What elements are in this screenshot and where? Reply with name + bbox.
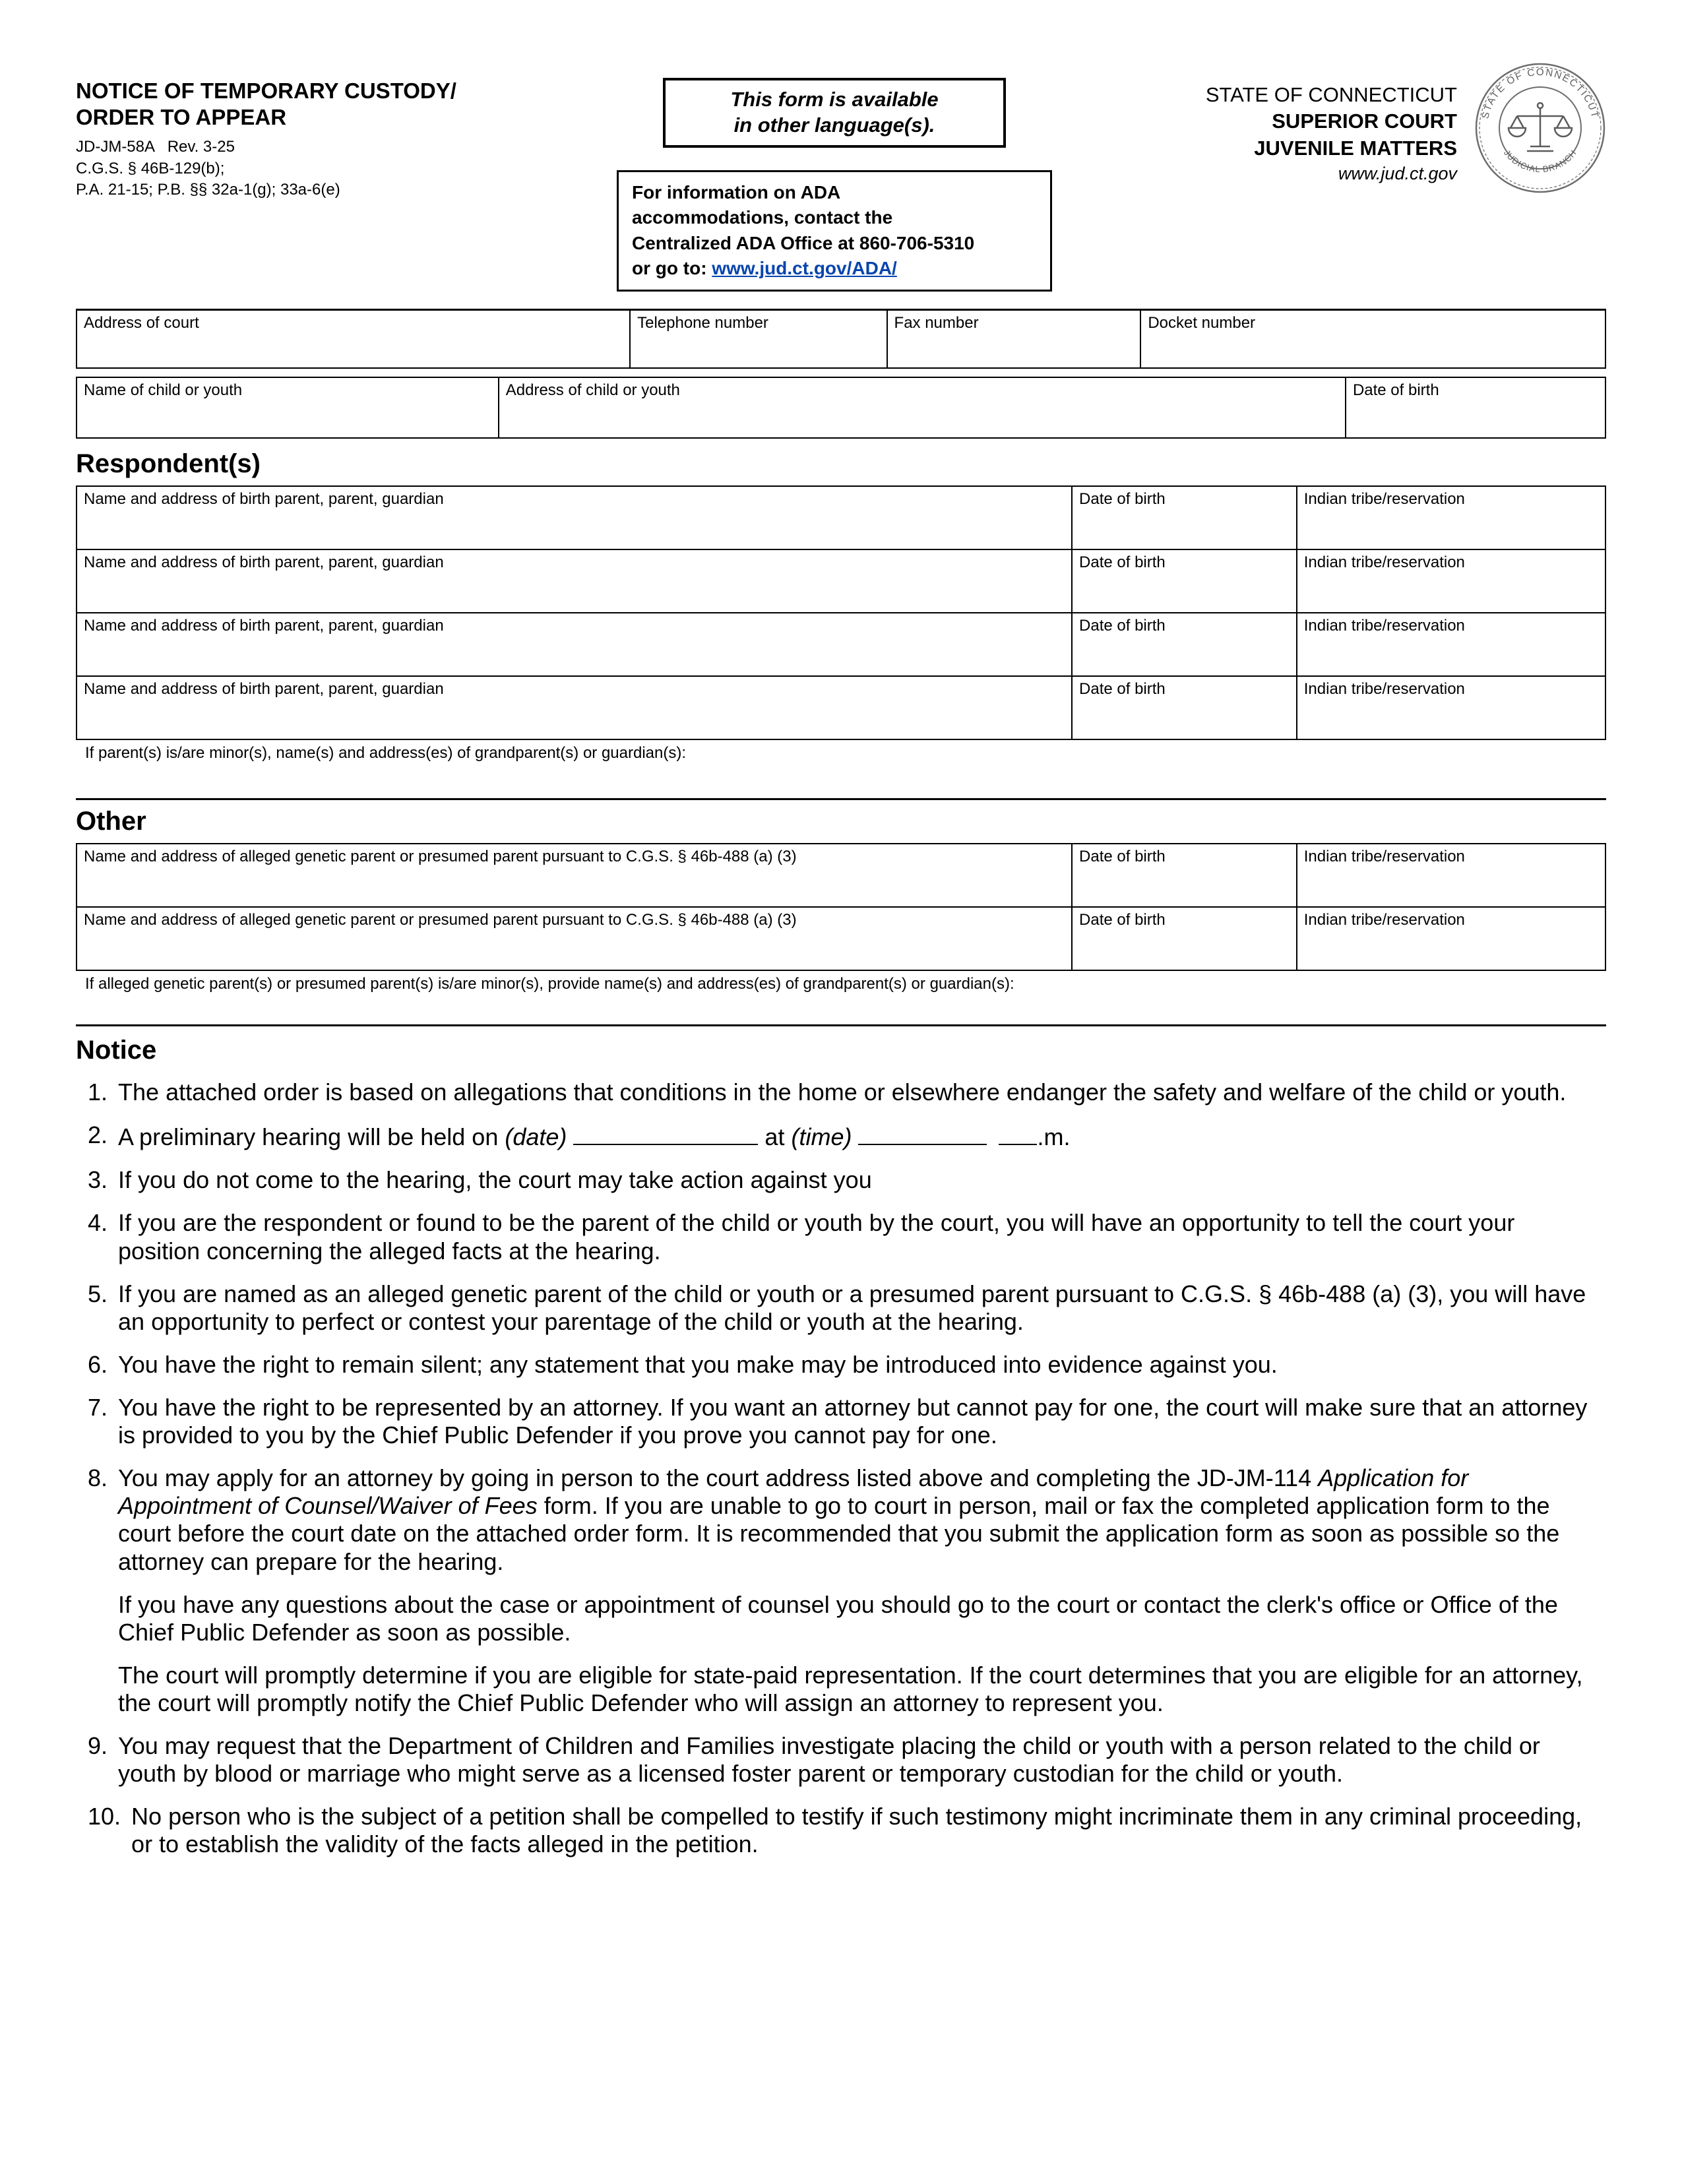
respondent-name-address-label: Name and address of birth parent, parent, guardian — [84, 489, 444, 508]
form-header — [76, 66, 1606, 292]
respondent-name-address-label: Name and address of birth parent, parent, guardian — [84, 679, 444, 698]
court-info-row — [77, 310, 1605, 368]
ada-line2: accommodations, contact the — [632, 207, 893, 228]
address-of-court-cell[interactable] — [77, 310, 630, 368]
notice-item-text: If you do not come to the hearing, the court may take action against you — [118, 1166, 872, 1194]
child-info-row — [77, 377, 1605, 438]
respondents-table — [76, 485, 1606, 740]
respondent-row — [77, 486, 1605, 549]
seal-graphic — [1474, 62, 1606, 194]
alleged-parent-row — [77, 907, 1605, 970]
notice-item-text: You may request that the Department of Children and Families investigate placing the child or youth with a person related to the child or youth by blood or marriage who might serve as a licensed foster parent or temporary custodian for the child or youth. — [118, 1732, 1540, 1788]
date-placeholder-label: (date) — [505, 1123, 567, 1151]
notice-item-number: 8. — [88, 1464, 108, 1492]
alleged-parent-dob-cell[interactable] — [1072, 907, 1297, 970]
notice-item-number: 3. — [88, 1166, 108, 1194]
respondent-name-address-cell[interactable] — [77, 486, 1072, 549]
respondent-tribe-cell[interactable] — [1297, 613, 1605, 676]
respondent-dob-label: Date of birth — [1079, 616, 1166, 635]
ada-line4 — [632, 256, 1037, 282]
notice-item-10 — [88, 1803, 1602, 1858]
respondent-row — [77, 613, 1605, 676]
alleged-parent-dob-label: Date of birth — [1079, 911, 1166, 929]
notice-item-number: 7. — [88, 1393, 108, 1421]
alleged-parent-name-address-cell[interactable] — [77, 844, 1072, 907]
language-box-line1: This form is available — [730, 88, 939, 111]
seal-top-text: STATE OF CONNECTICUT — [1480, 66, 1601, 120]
connecticut-judicial-seal — [1474, 62, 1606, 197]
court-name: SUPERIOR COURT — [1272, 109, 1457, 133]
header-center-column — [610, 78, 1059, 292]
alleged-parent-tribe-label: Indian tribe/reservation — [1303, 848, 1465, 866]
respondents-minor-note-label: If parent(s) is/are minor(s), name(s) and address(es) of grandparent(s) or guardian(s): — [85, 743, 687, 762]
notice-item-3 — [88, 1166, 1602, 1194]
respondent-tribe-cell[interactable] — [1297, 486, 1605, 549]
notice-item-2 — [88, 1121, 1602, 1151]
hearing-date-blank[interactable] — [573, 1121, 758, 1145]
notice-item-number: 1. — [88, 1078, 108, 1106]
other-heading: Other — [76, 807, 146, 836]
ada-link-prefix: or go to: — [632, 258, 712, 279]
court-info-table — [76, 309, 1606, 369]
notice-item-text — [118, 1464, 1602, 1717]
statute-reference-1: C.G.S. § 46B-129(b); — [76, 159, 225, 177]
alleged-parent-name-address-label: Name and address of alleged genetic parent or presumed parent pursuant to C.G.S. § 46b-488 (a) (3) — [84, 911, 797, 929]
respondent-dob-cell[interactable] — [1072, 549, 1297, 613]
notice-item-text: If you are named as an alleged genetic parent of the child or youth or a presumed parent pursuant to C.G.S. § 46b-488 (a) (3), you will have an opportunity to perfect or contest your parentage of the child or youth at the hearing. — [118, 1280, 1586, 1335]
ada-line1: For information on ADA — [632, 181, 841, 203]
notice-item-text: If you are the respondent or found to be the parent of the child or youth by the court, you will have an opportunity to tell the court your position concerning the alleged facts at the hearing. — [118, 1209, 1515, 1264]
respondent-tribe-label: Indian tribe/reservation — [1303, 553, 1465, 571]
division-name: JUVENILE MATTERS — [1254, 136, 1457, 160]
form-number: JD-JM-58A Rev. 3-25 — [76, 138, 235, 156]
address-of-court-label: Address of court — [84, 314, 199, 332]
attorney-application-paragraph — [118, 1464, 1598, 1575]
page-title-line1: NOTICE OF TEMPORARY CUSTODY/ — [76, 78, 456, 103]
child-info-table — [76, 377, 1606, 439]
notice-item-1 — [88, 1078, 1602, 1106]
notice-list — [76, 1078, 1606, 1858]
respondent-dob-label: Date of birth — [1079, 553, 1166, 571]
notice-item-7 — [88, 1394, 1602, 1449]
judicial-website: www.jud.ct.gov — [1338, 163, 1457, 183]
notice-item-text: The attached order is based on allegations that conditions in the home or elsewhere endanger the safety and welfare of the child or youth. — [118, 1078, 1567, 1106]
alleged-parent-name-address-cell[interactable] — [77, 907, 1072, 970]
item8-text-a: You may apply for an attorney by going in person to the court address listed above and completing the JD-JM-114 — [118, 1464, 1312, 1492]
name-of-child-label: Name of child or youth — [84, 381, 243, 399]
respondent-tribe-label: Indian tribe/reservation — [1303, 489, 1465, 508]
respondent-dob-cell[interactable] — [1072, 613, 1297, 676]
respondent-name-address-label: Name and address of birth parent, parent, guardian — [84, 616, 444, 635]
notice-item-6 — [88, 1351, 1602, 1379]
meridiem-suffix: .m. — [1037, 1123, 1071, 1151]
notice-item-9 — [88, 1732, 1602, 1788]
alleged-parent-row — [77, 844, 1605, 907]
respondent-dob-label: Date of birth — [1079, 679, 1166, 698]
docket-number-cell[interactable] — [1140, 310, 1605, 368]
questions-paragraph: If you have any questions about the case or appointment of counsel you should go to the court or contact the clerk's office or Office of the Chief Public Defender as soon as possible. — [118, 1590, 1558, 1646]
page-title-line2: ORDER TO APPEAR — [76, 104, 287, 129]
name-of-child-cell[interactable] — [77, 377, 499, 438]
notice-item-number: 2. — [88, 1121, 108, 1149]
respondent-dob-label: Date of birth — [1079, 489, 1166, 508]
eligibility-paragraph: The court will promptly determine if you are eligible for state-paid representation. If the court determines that you are eligible for an attorney, the court will promptly notify the Chief Public Defender who will assign an attorney to represent you. — [118, 1661, 1583, 1716]
other-minor-note-area[interactable] — [76, 971, 1606, 1026]
alleged-parent-tribe-cell[interactable] — [1297, 907, 1605, 970]
other-parents-table — [76, 843, 1606, 971]
notice-item-text: You have the right to be represented by an attorney. If you want an attorney but cannot pay for one, the court will make sure that an attorney is provided to you by the Chief Public Defender if you prove you cannot pay for one. — [118, 1393, 1588, 1449]
telephone-number-label: Telephone number — [637, 314, 768, 332]
at-text: at — [764, 1123, 785, 1151]
child-date-of-birth-label: Date of birth — [1352, 381, 1439, 399]
hearing-sentence-start: A preliminary hearing will be held on — [118, 1123, 499, 1151]
child-date-of-birth-cell[interactable] — [1346, 377, 1605, 438]
respondent-name-address-cell[interactable] — [77, 549, 1072, 613]
row-gap — [76, 369, 1606, 377]
notice-heading: Notice — [76, 1036, 157, 1065]
address-of-child-label: Address of child or youth — [505, 381, 680, 399]
respondent-tribe-label: Indian tribe/reservation — [1303, 616, 1465, 635]
language-availability-box — [663, 78, 1006, 148]
fax-number-label: Fax number — [894, 314, 979, 332]
hearing-time-blank[interactable] — [858, 1121, 987, 1145]
am-pm-blank[interactable] — [999, 1121, 1037, 1145]
other-minor-note-label: If alleged genetic parent(s) or presumed parent(s) is/are minor(s), provide name(s) and address(es) of grandparent(s) or guardian(s): — [85, 975, 1014, 993]
notice-item-number: 9. — [88, 1732, 108, 1760]
respondent-name-address-cell[interactable] — [77, 676, 1072, 739]
notice-item-number: 6. — [88, 1350, 108, 1378]
respondent-dob-cell[interactable] — [1072, 676, 1297, 739]
seal-bottom-text: JUDICIAL BRANCH — [1501, 148, 1579, 175]
respondent-tribe-cell[interactable] — [1297, 549, 1605, 613]
respondent-name-address-label: Name and address of birth parent, parent, guardian — [84, 553, 444, 571]
respondent-tribe-cell[interactable] — [1297, 676, 1605, 739]
notice-item-number: 4. — [88, 1209, 108, 1237]
alleged-parent-tribe-cell[interactable] — [1297, 844, 1605, 907]
respondent-row — [77, 549, 1605, 613]
respondent-row — [77, 676, 1605, 739]
notice-item-8 — [88, 1464, 1602, 1717]
ada-link[interactable]: www.jud.ct.gov/ADA/ — [712, 258, 897, 279]
ada-info-box — [617, 170, 1052, 292]
respondent-name-address-cell[interactable] — [77, 613, 1072, 676]
statute-reference-2: P.A. 21-15; P.B. §§ 32a-1(g); 33a-6(e) — [76, 180, 340, 199]
notice-item-5 — [88, 1280, 1602, 1336]
state-name: STATE OF CONNECTICUT — [1205, 83, 1457, 106]
time-placeholder-label: (time) — [791, 1123, 852, 1151]
language-box-line2: in other language(s). — [733, 113, 935, 137]
alleged-parent-dob-cell[interactable] — [1072, 844, 1297, 907]
notice-item-text — [118, 1121, 1602, 1151]
respondents-heading: Respondent(s) — [76, 449, 261, 478]
notice-item-text: No person who is the subject of a petition shall be compelled to testify if such testimony might incriminate them in any criminal proceeding, or to establish the validity of the facts alleged in the petition. — [131, 1803, 1582, 1858]
court-identity-block — [1059, 78, 1474, 187]
fax-number-cell[interactable] — [887, 310, 1141, 368]
telephone-number-cell[interactable] — [630, 310, 887, 368]
docket-number-label: Docket number — [1148, 314, 1256, 332]
notice-item-text: You have the right to remain silent; any statement that you make may be introduced into evidence against you. — [118, 1350, 1278, 1378]
notice-item-4 — [88, 1209, 1602, 1264]
form-title-block — [76, 78, 610, 201]
notice-item-number: 5. — [88, 1280, 108, 1307]
respondents-minor-note-area[interactable] — [76, 740, 1606, 801]
alleged-parent-name-address-label: Name and address of alleged genetic parent or presumed parent pursuant to C.G.S. § 46b-488 (a) (3) — [84, 848, 797, 866]
alleged-parent-dob-label: Date of birth — [1079, 848, 1166, 866]
notice-item-number: 10. — [88, 1803, 121, 1830]
form-title-italic: Application for Appointment of Counsel/Waiver of Fees — [118, 1464, 1469, 1520]
address-of-child-cell[interactable] — [499, 377, 1346, 438]
item8-text-b: form. If you are unable to go to court in person, mail or fax the completed application form to the court before the court date on the attached order form. It is recommended that you submit the application form as soon as possible so the attorney can prepare for the hearing. — [118, 1492, 1560, 1575]
respondent-dob-cell[interactable] — [1072, 486, 1297, 549]
scales-of-justice-icon — [1509, 103, 1572, 151]
ada-line3: Centralized ADA Office at 860-706-5310 — [632, 232, 975, 253]
respondent-tribe-label: Indian tribe/reservation — [1303, 679, 1465, 698]
alleged-parent-tribe-label: Indian tribe/reservation — [1303, 911, 1465, 929]
